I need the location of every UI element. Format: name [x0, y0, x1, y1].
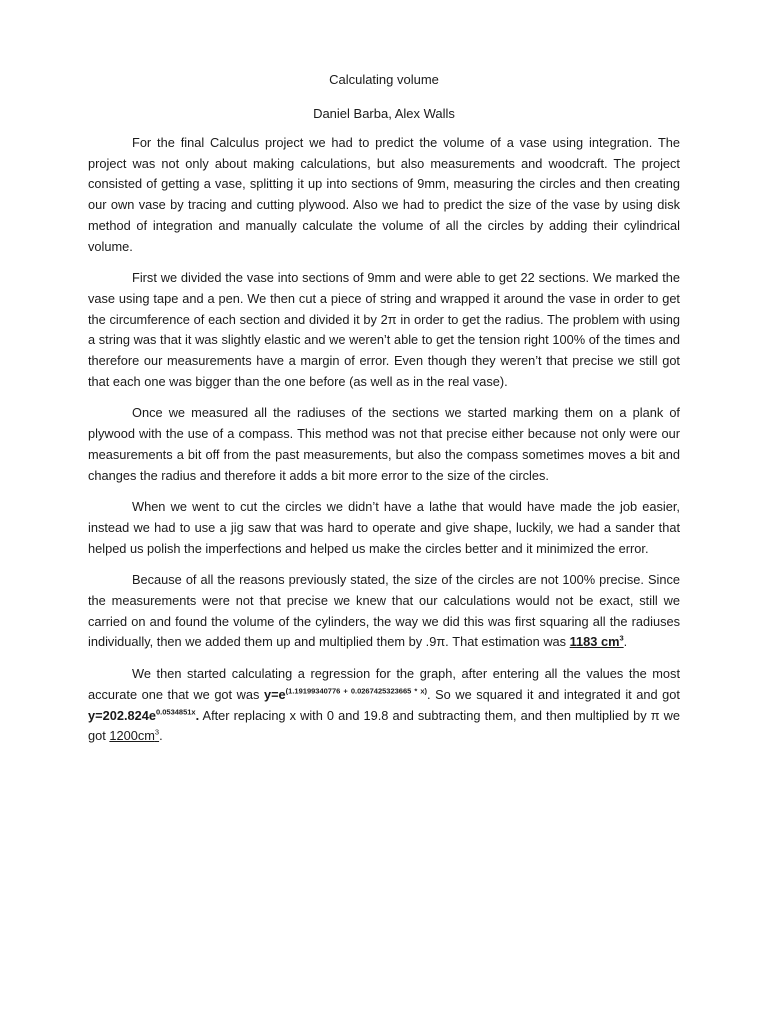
paragraph-sections: First we divided the vase into sections of 9mm and were able to get 22 sections. We marked the vase using tape and a pen. We then cut a piece of string and wrapped it around the vase in order to get the circumference of each section and divided it by 2π in order to get the radius. The problem with using a string was that it was slightly elastic and we weren’t able to get the tension right 100% of the times and therefore our measurements have a margin of error. Even though they weren’t that precise we still got that each one was bigger than the one before (as well as in the real vase).: [88, 270, 680, 389]
estimated-volume-exponent: 3: [619, 634, 624, 644]
paragraph-regression: [88, 664, 680, 747]
regression-text-b: . So we squared it and integrated it and got: [427, 686, 680, 702]
integrated-volume-exponent: 3: [154, 728, 160, 738]
regression-formula: [264, 687, 427, 702]
estimation-end: .: [623, 634, 628, 650]
estimated-volume: [570, 634, 624, 649]
document-authors: Daniel Barba, Alex Walls: [313, 106, 455, 121]
paragraph-estimation: [88, 570, 680, 653]
integrated-formula-exponent: 0.0534851x: [155, 707, 196, 717]
integrated-formula: [88, 708, 199, 723]
integrated-volume: [109, 728, 159, 743]
integrated-formula-base: y=202.824e: [88, 707, 156, 723]
document-body: [88, 133, 680, 758]
regression-end: .: [159, 728, 163, 744]
regression-formula-exponent: (1.19199340776 + 0.0267425323665 * x): [285, 686, 428, 696]
document-title: Calculating volume: [329, 72, 439, 87]
estimated-volume-value: 1183 cm: [569, 634, 620, 650]
regression-formula-base: y=e: [263, 686, 286, 702]
paragraph-compass: Once we measured all the radiuses of the sections we started marking them on a plank of plywood with the use of a compass. This method was not that precise either because not only were our measurements a bit off from the past measurements, but also the compass sometimes moves a bit and changes the radius and therefore it adds a bit more error to the size of the circles.: [88, 405, 680, 483]
paragraph-intro: For the final Calculus project we had to predict the volume of a vase using integration. The project was not only about making calculations, but also measurements and woodcraft. The project consisted of getting a vase, splitting it up into sections of 9mm, measuring the circles and then creating our own vase by tracing and cutting plywood. Also we had to predict the size of the vase by using disk method of integration and manually calculate the volume of all the circles by adding their cylindrical volume.: [88, 135, 680, 254]
integrated-volume-value: 1200cm: [109, 728, 155, 744]
integrated-formula-end: .: [195, 707, 200, 723]
regression-text-c: After replacing x with 0 and 19.8 and subtracting them, and then multiplied by π we got: [88, 707, 680, 744]
regression-text-a: We then started calculating a regression for the graph, after entering all the values the most accurate one that we got was: [88, 666, 680, 702]
paragraph-cutting: When we went to cut the circles we didn’t have a lathe that would have made the job easier, instead we had to use a jig saw that was hard to operate and give shape, luckily, we had a sander that helped us polish the imperfections and helped us make the circles better and it minimized the error.: [88, 499, 680, 556]
estimation-text: Because of all the reasons previously stated, the size of the circles are not 100% precise. Since the measurements were not that precise we knew that our calculations would not be exact, still we carried on and found the volume of the cylinders, the way we did this was first squaring all the radiuses individually, then we added them up and multiplied them by .9π. That estimation was: [88, 572, 680, 650]
